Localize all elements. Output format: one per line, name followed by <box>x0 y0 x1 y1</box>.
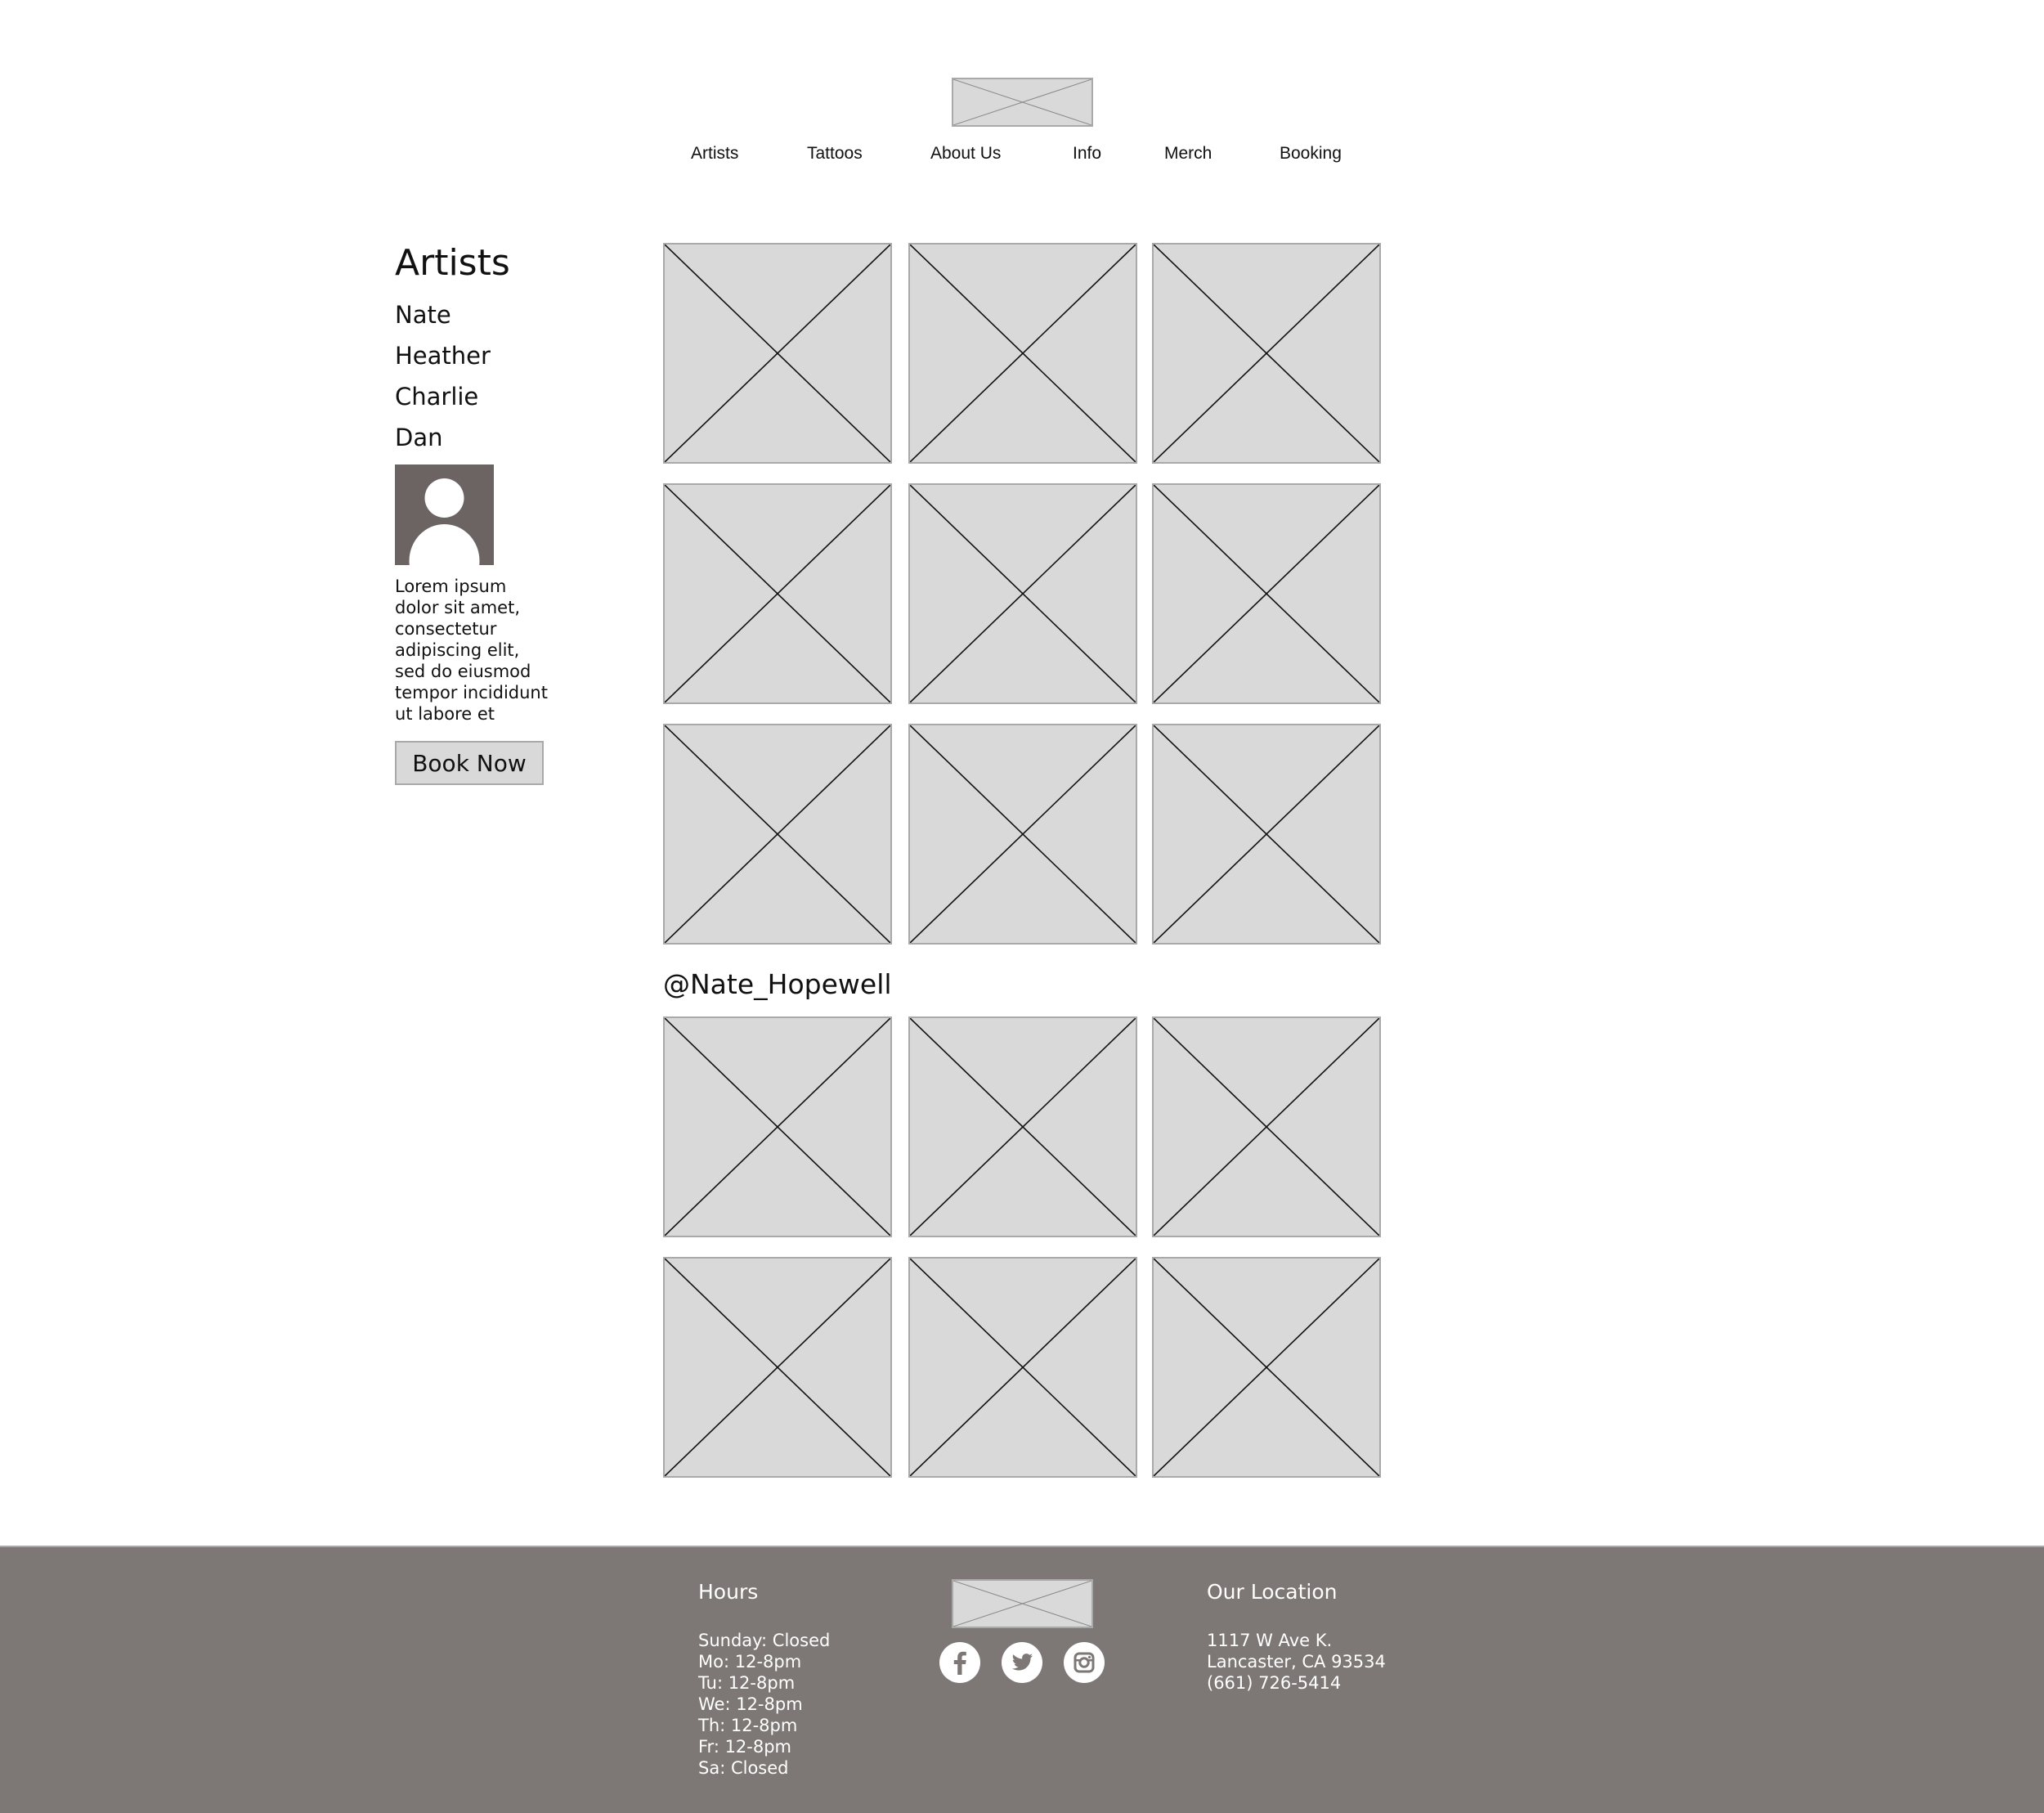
book-now-button[interactable]: Book Now <box>395 741 544 785</box>
instagram-image-placeholder[interactable] <box>663 1016 892 1237</box>
logo-placeholder[interactable] <box>952 78 1093 127</box>
main-nav <box>0 144 2044 168</box>
portfolio-image-placeholder[interactable] <box>1152 243 1381 464</box>
bio-line: tempor incididunt <box>395 683 548 702</box>
nav-about-us[interactable]: About Us <box>930 144 1002 163</box>
nav-info[interactable]: Info <box>1073 144 1102 163</box>
instagram-image-placeholder[interactable] <box>1152 1257 1381 1478</box>
portfolio-image-placeholder[interactable] <box>663 724 892 945</box>
instagram-handle[interactable]: @Nate_Hopewell <box>663 968 892 1000</box>
portfolio-image-placeholder[interactable] <box>1152 724 1381 945</box>
artist-link-heather[interactable]: Heather <box>395 342 491 370</box>
footer-logo-placeholder[interactable] <box>952 1579 1093 1628</box>
instagram-image-placeholder[interactable] <box>663 1257 892 1478</box>
hours-line: Sa: Closed <box>698 1758 789 1778</box>
avatar-person-icon <box>395 464 494 565</box>
city-line: Lancaster, CA 93534 <box>1207 1652 1386 1672</box>
bio-line: sed do eiusmod <box>395 662 531 681</box>
phone-line[interactable]: (661) 726-5414 <box>1207 1673 1342 1693</box>
hours-line: Sunday: Closed <box>698 1631 831 1650</box>
portfolio-image-placeholder[interactable] <box>663 243 892 464</box>
artist-link-dan[interactable]: Dan <box>395 424 443 451</box>
artist-link-nate[interactable]: Nate <box>395 301 451 329</box>
hours-list <box>698 1630 830 1779</box>
artist-bio <box>395 576 571 725</box>
instagram-image-placeholder[interactable] <box>1152 1016 1381 1237</box>
nav-tattoos[interactable]: Tattoos <box>807 144 863 163</box>
hours-line: We: 12-8pm <box>698 1694 803 1714</box>
bio-line: ut labore et <box>395 704 495 724</box>
instagram-image-placeholder[interactable] <box>908 1257 1137 1478</box>
portfolio-image-placeholder[interactable] <box>663 483 892 704</box>
portfolio-image-placeholder[interactable] <box>908 724 1137 945</box>
facebook-icon[interactable] <box>939 1642 980 1683</box>
hours-line: Fr: 12-8pm <box>698 1737 792 1757</box>
instagram-icon[interactable] <box>1064 1642 1105 1683</box>
portfolio-image-placeholder[interactable] <box>1152 483 1381 704</box>
portfolio-image-placeholder[interactable] <box>908 483 1137 704</box>
location-title: Our Location <box>1207 1580 1338 1604</box>
portfolio-image-placeholder[interactable] <box>908 243 1137 464</box>
sidebar-title: Artists <box>395 242 510 284</box>
bio-line: adipiscing elit, <box>395 640 520 660</box>
nav-merch[interactable]: Merch <box>1164 144 1213 163</box>
hours-line: Tu: 12-8pm <box>698 1673 796 1693</box>
twitter-icon[interactable] <box>1002 1642 1042 1683</box>
hours-line: Th: 12-8pm <box>698 1716 798 1735</box>
hours-line: Mo: 12-8pm <box>698 1652 802 1672</box>
bio-line: dolor sit amet, <box>395 598 521 617</box>
nav-artists[interactable]: Artists <box>691 144 739 163</box>
bio-line: Lorem ipsum <box>395 577 507 596</box>
location-details <box>1207 1630 1386 1694</box>
artist-link-charlie[interactable]: Charlie <box>395 383 479 411</box>
nav-booking[interactable]: Booking <box>1280 144 1342 163</box>
instagram-image-placeholder[interactable] <box>908 1016 1137 1237</box>
artist-avatar <box>395 464 494 565</box>
hours-title: Hours <box>698 1580 759 1604</box>
bio-line: consectetur <box>395 619 497 639</box>
address-line: 1117 W Ave K. <box>1207 1631 1333 1650</box>
